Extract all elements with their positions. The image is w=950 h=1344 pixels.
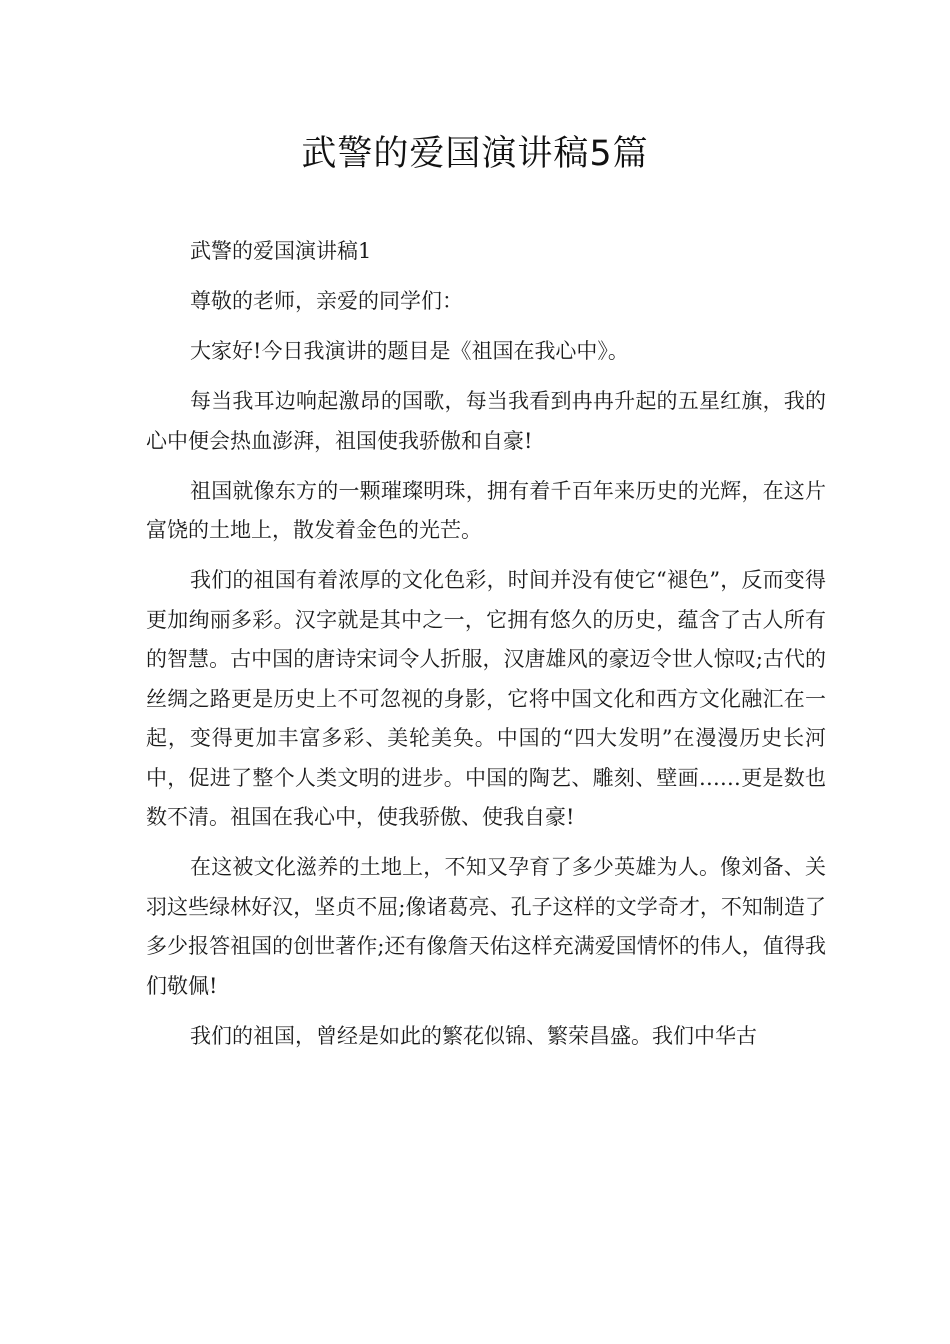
- document-body: [146, 232, 826, 1067]
- paragraph-subtitle: 武警的爱国演讲稿1: [190, 239, 372, 263]
- paragraph-anthem: 每当我耳边响起激昂的国歌，每当我看到冉冉升起的五星红旗，我的心中便会热血澎湃，祖国使我骄傲和自豪!: [146, 389, 826, 453]
- paragraph-heroes: 在这被文化滋养的土地上，不知又孕育了多少英雄为人。像刘备、关羽这些绿林好汉，坚贞不屈;像诸葛亮、孔子这样的文学奇才，不知制造了多少报答祖国的创世著作;还有像詹天佑这样充满爱国情怀的伟人，值得我们敬佩!: [146, 855, 826, 998]
- paragraph-prosperity: 我们的祖国，曾经是如此的繁花似锦、繁荣昌盛。我们中华古: [190, 1023, 757, 1048]
- paragraph-pearl: 祖国就像东方的一颗璀璨明珠，拥有着千百年来历史的光辉，在这片富饶的土地上，散发着金色的光芒。: [146, 478, 826, 542]
- paragraph-culture: 我们的祖国有着浓厚的文化色彩，时间并没有使它“褪色”，反而变得更加绚丽多彩。汉字就是其中之一，它拥有悠久的历史，蕴含了古人所有的智慧。古中国的唐诗宋词令人折服，汉唐雄风的豪迈令世人惊叹;古代的丝绸之路更是历史上不可忽视的身影，它将中国文化和西方文化融汇在一起，变得更加丰富多彩、美轮美奂。中国的“四大发明”在漫漫历史长河中，促进了整个人类文明的进步。中国的陶艺、雕刻、壁画……更是数也数不清。祖国在我心中，使我骄傲、使我自豪!: [146, 568, 826, 829]
- paragraph-greeting: 大家好!今日我演讲的题目是《祖国在我心中》。: [190, 339, 629, 363]
- paragraph-salutation: 尊敬的老师，亲爱的同学们：: [190, 289, 463, 313]
- document-title: 武警的爱国演讲稿5篇: [301, 134, 649, 174]
